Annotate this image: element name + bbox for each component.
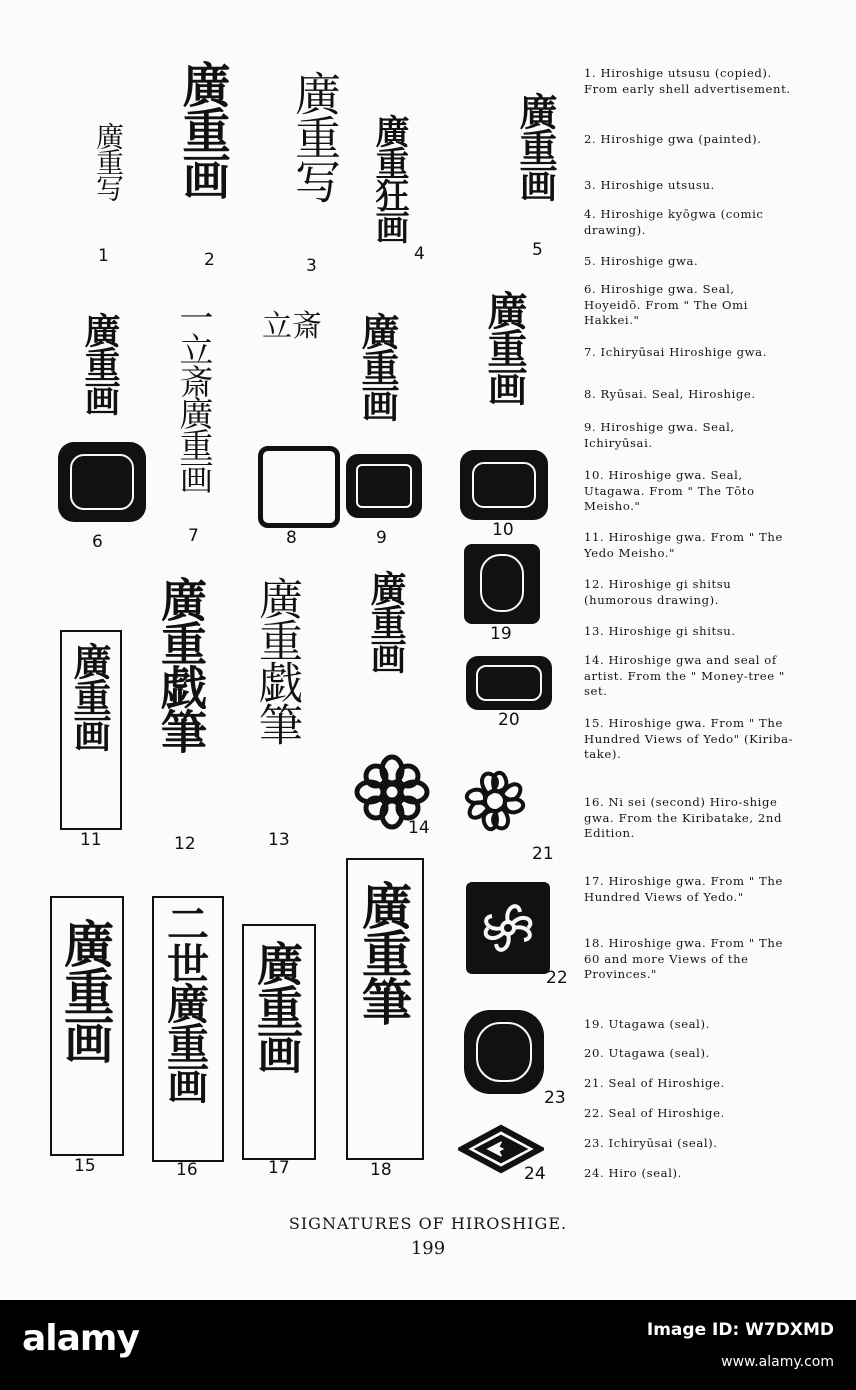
- plate-number-16: 16: [176, 1160, 198, 1180]
- watermark-band: [0, 1300, 856, 1390]
- signature-4-glyphs: 廣重狂画: [369, 114, 409, 242]
- signature-18-frame: [346, 858, 424, 1160]
- plate-number-7: 7: [188, 526, 199, 546]
- caption-24: 24. Hiro (seal).: [584, 1166, 682, 1180]
- caption-6: 6. Hiroshige gwa. Seal, Hoyeidō. From " The Omi Hakkei.": [584, 282, 748, 327]
- page-title: SIGNATURES OF HIROSHIGE.: [288, 1214, 568, 1233]
- signature-8-glyphs: 立斎: [262, 309, 322, 344]
- caption-21: 21. Seal of Hiroshige.: [584, 1076, 725, 1090]
- caption-10: 10. Hiroshige gwa. Seal, Utagawa. From " The Tōto Meisho.": [584, 468, 755, 513]
- seal-ichiryusai-23: [464, 1010, 544, 1094]
- signature-14-glyphs: 廣重画: [365, 570, 407, 672]
- caption-1: 1. Hiroshige utsusu (copied). From early shell advertisement.: [584, 66, 791, 96]
- plate-number-6: 6: [92, 532, 103, 552]
- plate-number-2: 2: [204, 250, 215, 270]
- signature-8: [254, 309, 344, 522]
- caption-19: 19. Utagawa (seal).: [584, 1017, 710, 1031]
- signature-2-glyphs: 廣重画: [174, 60, 230, 198]
- signature-10: [460, 290, 550, 520]
- signature-1-glyphs: 廣重写: [92, 122, 125, 200]
- watermark-url: www.alamy.com: [721, 1354, 834, 1370]
- signature-2: [170, 60, 240, 250]
- caption-2: 2. Hiroshige gwa (painted).: [584, 132, 762, 146]
- signature-13-glyphs: 廣重戯筆: [251, 576, 302, 744]
- caption-20: 20. Utagawa (seal).: [584, 1046, 710, 1060]
- caption-13: 13. Hiroshige gi shitsu.: [584, 624, 736, 638]
- plate-number-8: 8: [286, 528, 297, 548]
- plate-number-12: 12: [174, 834, 196, 854]
- caption-9: 9. Hiroshige gwa. Seal, Ichiryūsai.: [584, 420, 735, 450]
- caption-15: 15. Hiroshige gwa. From " The Hundred Views of Yedo" (Kiriba-take).: [584, 716, 794, 761]
- signature-3: [286, 70, 356, 260]
- signature-14: [350, 570, 440, 830]
- plate-number-5: 5: [532, 240, 543, 260]
- caption-17: 17. Hiroshige gwa. From " The Hundred Views of Yedo.": [584, 874, 783, 904]
- plate-number-22: 22: [546, 968, 568, 988]
- plate-number-3: 3: [306, 256, 317, 276]
- watermark-logo: alamy: [22, 1318, 139, 1359]
- signature-5: [514, 92, 564, 242]
- seal-hoyeido: [58, 442, 146, 522]
- signature-15-glyphs: 廣重画: [56, 918, 115, 1062]
- caption-3: 3. Hiroshige utsusu.: [584, 178, 715, 192]
- plate-number-1: 1: [98, 246, 109, 266]
- signature-17-glyphs: 廣重画: [250, 940, 304, 1072]
- seal-ichiryusai-9: [346, 454, 422, 518]
- signature-4: [366, 114, 456, 254]
- plate-number-24: 24: [524, 1164, 546, 1184]
- signature-6: [58, 312, 148, 532]
- caption-4: 4. Hiroshige kyōgwa (comic drawing).: [584, 207, 764, 237]
- caption-8: 8. Ryūsai. Seal, Hiroshige.: [584, 387, 756, 401]
- signature-7-glyphs: 一立斎廣重画: [173, 300, 213, 492]
- plate-number-9: 9: [376, 528, 387, 548]
- signature-16-frame: [152, 896, 224, 1162]
- signature-10-glyphs: 廣重画: [481, 290, 528, 404]
- seal-hiroshige-22: [466, 882, 550, 974]
- signature-17-frame: [242, 924, 316, 1160]
- signature-9: [346, 312, 426, 522]
- caption-14: 14. Hiroshige gwa and seal of artist. From the " Money-tree " set.: [584, 653, 785, 698]
- signature-16-glyphs: 二世廣重画: [161, 902, 210, 1102]
- seal-utagawa-19: [464, 544, 540, 624]
- plate-number-18: 18: [370, 1160, 392, 1180]
- watermark-image-id: Image ID: W7DXMD: [646, 1320, 834, 1340]
- plate-number-17: 17: [268, 1158, 290, 1178]
- signature-15-frame: [50, 896, 124, 1156]
- seal-utagawa-10: [460, 450, 548, 520]
- signature-1: [54, 122, 134, 272]
- caption-22: 22. Seal of Hiroshige.: [584, 1106, 725, 1120]
- signature-3-glyphs: 廣重写: [288, 70, 342, 202]
- plate-number-20: 20: [498, 710, 520, 730]
- caption-23: 23. Ichiryūsai (seal).: [584, 1136, 718, 1150]
- plate-number-19: 19: [490, 624, 512, 644]
- signature-11-frame: [60, 630, 122, 830]
- signature-11-glyphs: 廣重画: [67, 642, 112, 750]
- plate-number-10: 10: [492, 520, 514, 540]
- caption-16: 16. Ni sei (second) Hiro-shige gwa. From the Kiribatake, 2nd Edition.: [584, 795, 782, 840]
- plate-number-23: 23: [544, 1088, 566, 1108]
- plate-number-21: 21: [532, 844, 554, 864]
- seal-utagawa-20: [466, 656, 552, 710]
- signature-12: [148, 576, 238, 836]
- signature-5-glyphs: 廣重画: [513, 92, 558, 200]
- caption-12: 12. Hiroshige gi shitsu (humorous drawing).: [584, 577, 732, 607]
- signature-7: [160, 300, 240, 530]
- seal-22-whirl: [466, 882, 550, 974]
- plate-number-14: 14: [408, 818, 430, 838]
- seal-hiroshige-21: [450, 756, 540, 846]
- page-number: 199: [410, 1238, 446, 1259]
- caption-11: 11. Hiroshige gwa. From " The Yedo Meisho.": [584, 530, 783, 560]
- signature-plates: [40, 50, 575, 1190]
- plate-number-11: 11: [80, 830, 102, 850]
- caption-5: 5. Hiroshige gwa.: [584, 254, 699, 268]
- signature-18-glyphs: 廣重筆: [354, 880, 413, 1024]
- plate-number-13: 13: [268, 830, 290, 850]
- signature-9-glyphs: 廣重画: [355, 312, 400, 420]
- caption-7: 7. Ichiryūsai Hiroshige gwa.: [584, 345, 767, 359]
- seal-hiroshige-8: [258, 446, 340, 528]
- caption-18: 18. Hiroshige gwa. From " The 60 and more Views of the Provinces.": [584, 936, 783, 981]
- plate-number-15: 15: [74, 1156, 96, 1176]
- signature-12-glyphs: 廣重戯筆: [154, 576, 208, 752]
- signature-6-glyphs: 廣重画: [79, 312, 121, 414]
- signature-13: [244, 576, 334, 836]
- plate-number-4: 4: [414, 244, 425, 264]
